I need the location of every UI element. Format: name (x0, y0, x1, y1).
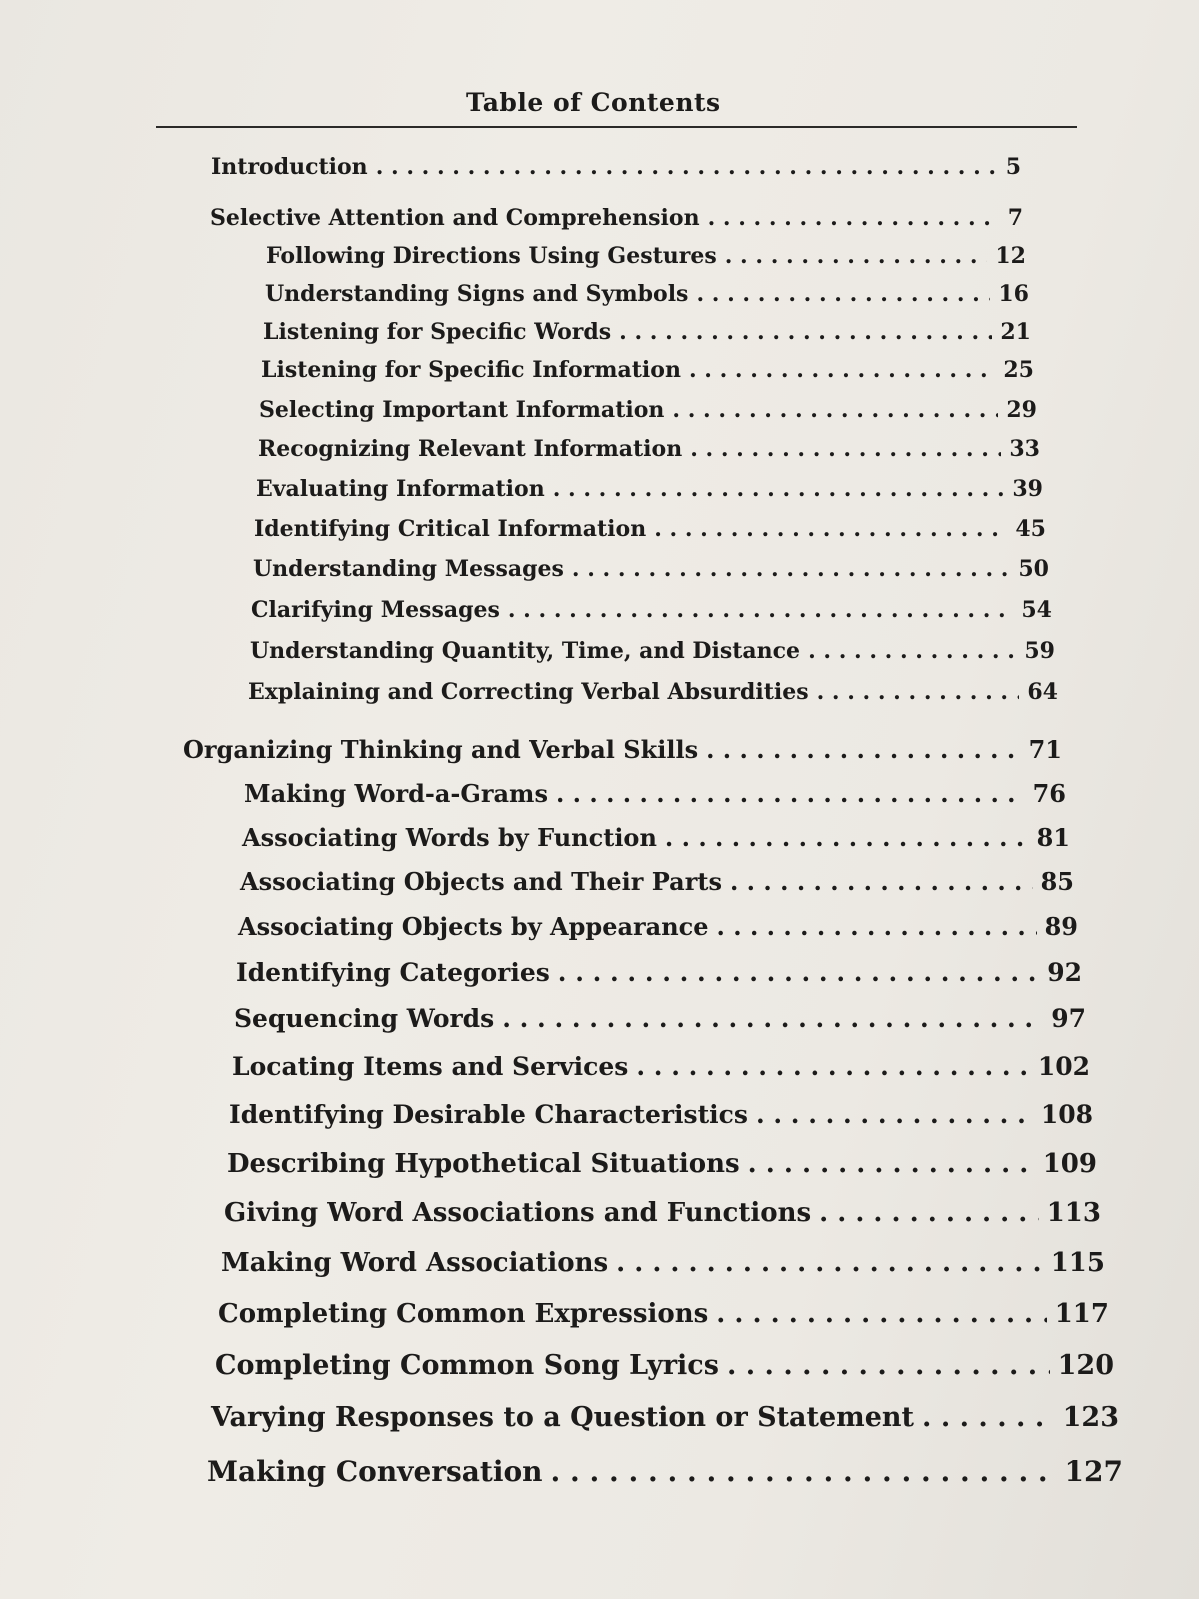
toc-entry (250, 638, 1055, 664)
dot-leader (619, 319, 992, 345)
toc-entry-label: Sequencing Words (234, 1004, 495, 1033)
toc-entry-page: 123 (1062, 1402, 1119, 1433)
dot-leader (717, 912, 1037, 941)
toc-entry-label: Varying Responses to a Question or Statement (211, 1402, 915, 1433)
toc-entry-page: 21 (1000, 319, 1031, 345)
dot-leader (572, 556, 1011, 582)
dot-leader (756, 1100, 1033, 1129)
dot-leader (922, 1402, 1055, 1433)
toc-entry-label: Listening for Specific Words (263, 319, 612, 345)
toc-entry-label: Explaining and Correcting Verbal Absurdities (248, 679, 809, 705)
dot-leader (730, 867, 1033, 896)
dot-leader (558, 958, 1039, 987)
toc-entry-label: Selecting Important Information (259, 397, 665, 423)
toc-entry (210, 205, 1023, 231)
dot-leader (616, 1248, 1043, 1278)
dot-leader (727, 1350, 1050, 1381)
dot-leader (654, 516, 1007, 542)
toc-entry-page: 50 (1018, 556, 1049, 582)
toc-entry-page: 97 (1051, 1004, 1086, 1033)
toc-entry-label: Understanding Messages (253, 556, 564, 582)
dot-leader (665, 823, 1029, 852)
toc-entry-page: 81 (1036, 823, 1070, 852)
toc-entry-page: 115 (1050, 1248, 1105, 1278)
toc-entry-label: Locating Items and Services (232, 1052, 629, 1081)
toc-entry-page: 59 (1024, 638, 1055, 664)
dot-leader (706, 735, 1021, 764)
toc-entry (234, 1004, 1086, 1033)
toc-entry-label: Selective Attention and Comprehension (210, 205, 700, 231)
title-rule (156, 126, 1077, 128)
toc-entry (266, 243, 1026, 269)
dot-leader (376, 154, 998, 180)
dot-leader (748, 1149, 1035, 1179)
toc-entry-label: Evaluating Information (256, 476, 545, 502)
toc-entry-page: 64 (1027, 679, 1058, 705)
toc-entry-page: 117 (1054, 1299, 1109, 1329)
toc-entry-label: Completing Common Song Lyrics (215, 1350, 719, 1381)
toc-entry-page: 45 (1015, 516, 1046, 542)
toc-entry (251, 597, 1052, 623)
toc-entry-label: Making Word Associations (221, 1248, 609, 1278)
toc-entry-page: 5 (1005, 154, 1021, 180)
toc-title: Table of Contents (466, 88, 721, 117)
dot-leader (551, 1455, 1057, 1488)
toc-entry (229, 1100, 1093, 1129)
toc-entry (248, 679, 1058, 705)
dot-leader (690, 436, 1001, 462)
toc-entry-page: 109 (1042, 1149, 1097, 1179)
toc-entry-label: Organizing Thinking and Verbal Skills (183, 735, 699, 764)
toc-entry-page: 25 (1003, 357, 1034, 383)
dot-leader (689, 357, 995, 383)
toc-entry-label: Completing Common Expressions (218, 1299, 709, 1329)
dot-leader (508, 597, 1014, 623)
toc-entry-label: Making Word-a-Grams (244, 779, 548, 808)
dot-leader (502, 1004, 1043, 1033)
dot-leader (553, 476, 1005, 502)
toc-entry-page: 29 (1006, 397, 1037, 423)
toc-entry-page: 127 (1064, 1455, 1123, 1488)
toc-entry (227, 1149, 1097, 1179)
toc-entry-page: 76 (1032, 779, 1066, 808)
toc-entry-label: Associating Objects and Their Parts (240, 867, 722, 896)
toc-entry-page: 89 (1044, 912, 1078, 941)
toc-entry-label: Clarifying Messages (251, 597, 500, 623)
toc-entry (218, 1299, 1109, 1329)
toc-entry-page: 12 (995, 243, 1026, 269)
toc-entry-label: Following Directions Using Gestures (266, 243, 717, 269)
toc-entry (258, 436, 1040, 462)
toc-entry-page: 54 (1021, 597, 1052, 623)
dot-leader (725, 243, 988, 269)
toc-entry (236, 958, 1082, 987)
toc-entry-label: Identifying Categories (236, 958, 550, 987)
toc-entry-label: Describing Hypothetical Situations (227, 1149, 740, 1179)
toc-entry-page: 33 (1009, 436, 1040, 462)
dot-leader (817, 679, 1020, 705)
toc-entry (183, 735, 1062, 764)
dot-leader (672, 397, 998, 423)
toc-entry (265, 281, 1029, 307)
toc-entry-page: 102 (1037, 1052, 1090, 1081)
dot-leader (716, 1299, 1046, 1329)
toc-entry-page: 108 (1040, 1100, 1093, 1129)
toc-entry-label: Listening for Specific Information (261, 357, 681, 383)
toc-entry (253, 556, 1049, 582)
toc-entry-label: Making Conversation (207, 1455, 543, 1488)
toc-entry (259, 397, 1037, 423)
toc-entry (240, 867, 1074, 896)
dot-leader (808, 638, 1016, 664)
toc-entry (263, 319, 1031, 345)
toc-entry-page: 7 (1007, 205, 1023, 231)
toc-entry-label: Recognizing Relevant Information (258, 436, 683, 462)
toc-entry-label: Giving Word Associations and Functions (224, 1198, 812, 1228)
toc-entry (211, 1402, 1119, 1433)
toc-entry-page: 120 (1057, 1350, 1114, 1381)
dot-leader (556, 779, 1025, 808)
toc-entry (207, 1455, 1123, 1488)
toc-entry-page: 85 (1040, 867, 1074, 896)
toc-entry-page: 39 (1012, 476, 1043, 502)
toc-entry-label: Identifying Desirable Characteristics (229, 1100, 748, 1129)
toc-entry (256, 476, 1043, 502)
dot-leader (696, 281, 990, 307)
toc-entry-label: Associating Words by Function (242, 823, 657, 852)
toc-entry-page: 113 (1046, 1198, 1101, 1228)
toc-entry-label: Introduction (211, 154, 368, 180)
dot-leader (708, 205, 1000, 231)
toc-entry (238, 912, 1078, 941)
dot-leader (636, 1052, 1029, 1081)
dot-leader (819, 1198, 1039, 1228)
toc-entry (244, 779, 1066, 808)
toc-entry-label: Associating Objects by Appearance (238, 912, 709, 941)
toc-entry-page: 16 (998, 281, 1029, 307)
toc-entry-page: 92 (1047, 958, 1082, 987)
toc-entry (221, 1248, 1105, 1278)
toc-entry (242, 823, 1070, 852)
toc-entry-label: Understanding Signs and Symbols (265, 281, 689, 307)
toc-entry (224, 1198, 1101, 1228)
toc-entry (261, 357, 1034, 383)
toc-entry (232, 1052, 1090, 1081)
toc-entry-label: Understanding Quantity, Time, and Distance (250, 638, 801, 664)
toc-entry (211, 154, 1021, 180)
toc-entry (254, 516, 1046, 542)
toc-entry-label: Identifying Critical Information (254, 516, 647, 542)
toc-entry (215, 1350, 1114, 1381)
toc-entry-page: 71 (1028, 735, 1062, 764)
